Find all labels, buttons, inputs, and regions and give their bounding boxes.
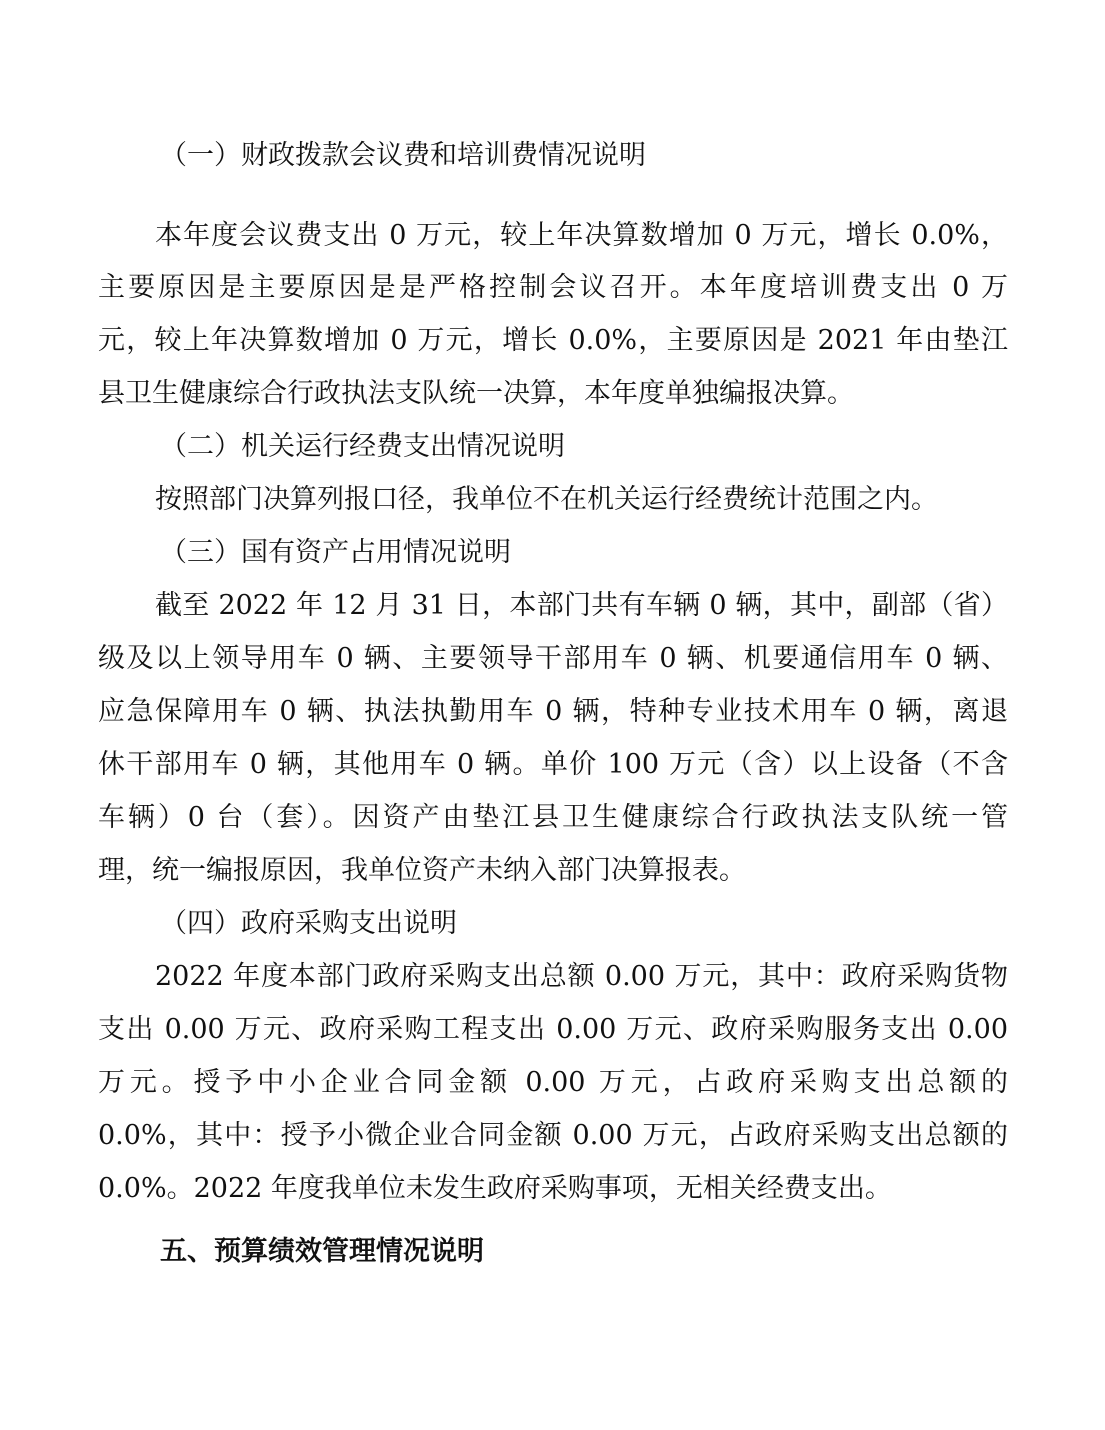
- paragraph-line: 2022 年度本部门政府采购支出总额 0.00 万元，其中：政府采购货物: [155, 961, 1008, 992]
- section-heading-procurement: （四）政府采购支出说明: [160, 908, 457, 939]
- paragraph-line: 按照部门决算列报口径，我单位不在机关运行经费统计范围之内。: [155, 484, 938, 515]
- paragraph-line: 主要原因是主要原因是是严格控制会议召开。本年度培训费支出 0 万: [98, 272, 1008, 303]
- paragraph-line: 支出 0.00 万元、政府采购工程支出 0.00 万元、政府采购服务支出 0.00: [98, 1014, 1008, 1045]
- paragraph-line: 万元。授予中小企业合同金额 0.00 万元，占政府采购支出总额的: [98, 1067, 1008, 1098]
- section-heading-meeting-training: （一）财政拨款会议费和培训费情况说明: [160, 140, 646, 171]
- paragraph-line: 车辆）0 台（套）。因资产由垫江县卫生健康综合行政执法支队统一管: [98, 802, 1008, 833]
- section-heading-performance-management: 五、预算绩效管理情况说明: [160, 1236, 484, 1267]
- paragraph-line: 休干部用车 0 辆，其他用车 0 辆。单价 100 万元（含）以上设备（不含: [98, 749, 1008, 780]
- paragraph-line: 理，统一编报原因，我单位资产未纳入部门决算报表。: [98, 855, 746, 886]
- paragraph-line: 应急保障用车 0 辆、执法执勤用车 0 辆，特种专业技术用车 0 辆，离退: [98, 696, 1008, 727]
- paragraph-line: 元，较上年决算数增加 0 万元，增长 0.0%，主要原因是 2021 年由垫江: [98, 325, 1008, 356]
- paragraph-line: 0.0%，其中：授予小微企业合同金额 0.00 万元，占政府采购支出总额的: [98, 1120, 1008, 1151]
- paragraph-line: 级及以上领导用车 0 辆、主要领导干部用车 0 辆、机要通信用车 0 辆、: [98, 643, 1008, 674]
- section-heading-operating-expenses: （二）机关运行经费支出情况说明: [160, 431, 565, 462]
- paragraph-line: 0.0%。2022 年度我单位未发生政府采购事项，无相关经费支出。: [98, 1173, 892, 1204]
- section-heading-state-assets: （三）国有资产占用情况说明: [160, 537, 511, 568]
- paragraph-line: 截至 2022 年 12 月 31 日，本部门共有车辆 0 辆，其中，副部（省）: [155, 590, 1008, 621]
- paragraph-line: 县卫生健康综合行政执法支队统一决算，本年度单独编报决算。: [98, 378, 854, 409]
- paragraph-line: 本年度会议费支出 0 万元，较上年决算数增加 0 万元，增长 0.0%，: [155, 220, 1008, 251]
